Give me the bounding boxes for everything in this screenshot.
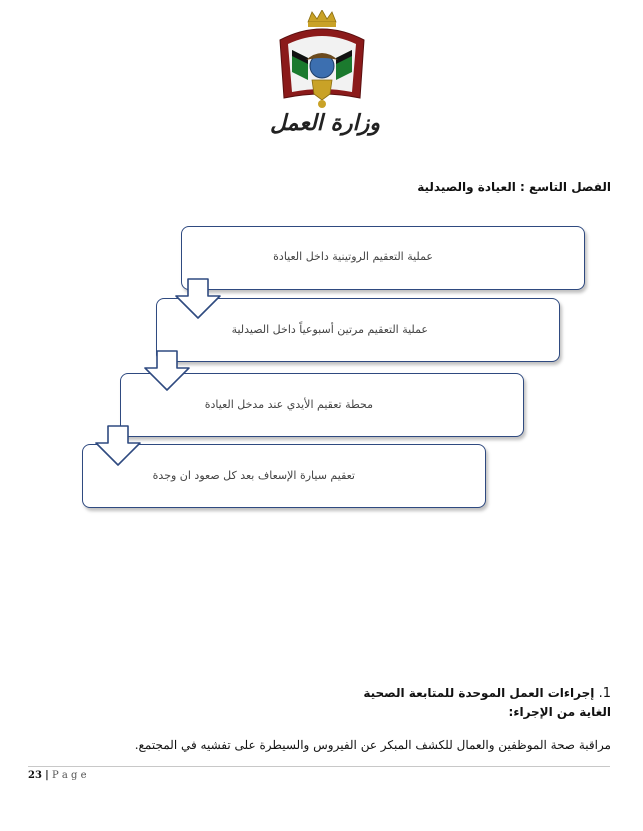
flow-step-3-text: محطة تعقيم الأيدي عند مدخل العيادة [204,398,373,411]
flow-step-1 [181,226,585,290]
flow-arrow-1-icon [174,278,222,320]
footer-divider [28,766,610,767]
flow-step-4 [82,444,486,508]
ministry-name: وزارة العمل [270,110,380,136]
section-title-text: إجراءات العمل الموحدة للمتابعة الصحية [363,686,595,700]
page-separator: | [45,770,49,781]
flow-step-2-text: عملية التعقيم مرتين أسبوعياً داخل الصيدلية [231,323,428,336]
goal-text: مراقبة صحة الموظفين والعمال للكشف المبكر عن الفيروس والسيطرة على تفشيه في المجتمع. [134,738,611,752]
page-footer [28,770,86,781]
flow-arrow-2-icon [143,350,191,392]
page-label: P a g e [51,770,87,781]
page-number: 23 [28,770,42,781]
flow-arrow-3-icon [94,425,142,467]
chapter-title: الفصل التاسع : العيادة والصيدلية [417,180,611,194]
section-number: 1. [598,686,611,701]
flow-step-4-text: تعقيم سيارة الإسعاف بعد كل صعود ان وجدة [152,469,355,482]
section-title [363,686,611,701]
flow-step-1-text: عملية التعقيم الروتينية داخل العيادة [273,250,433,263]
goal-label: الغاية من الإجراء: [508,705,611,719]
